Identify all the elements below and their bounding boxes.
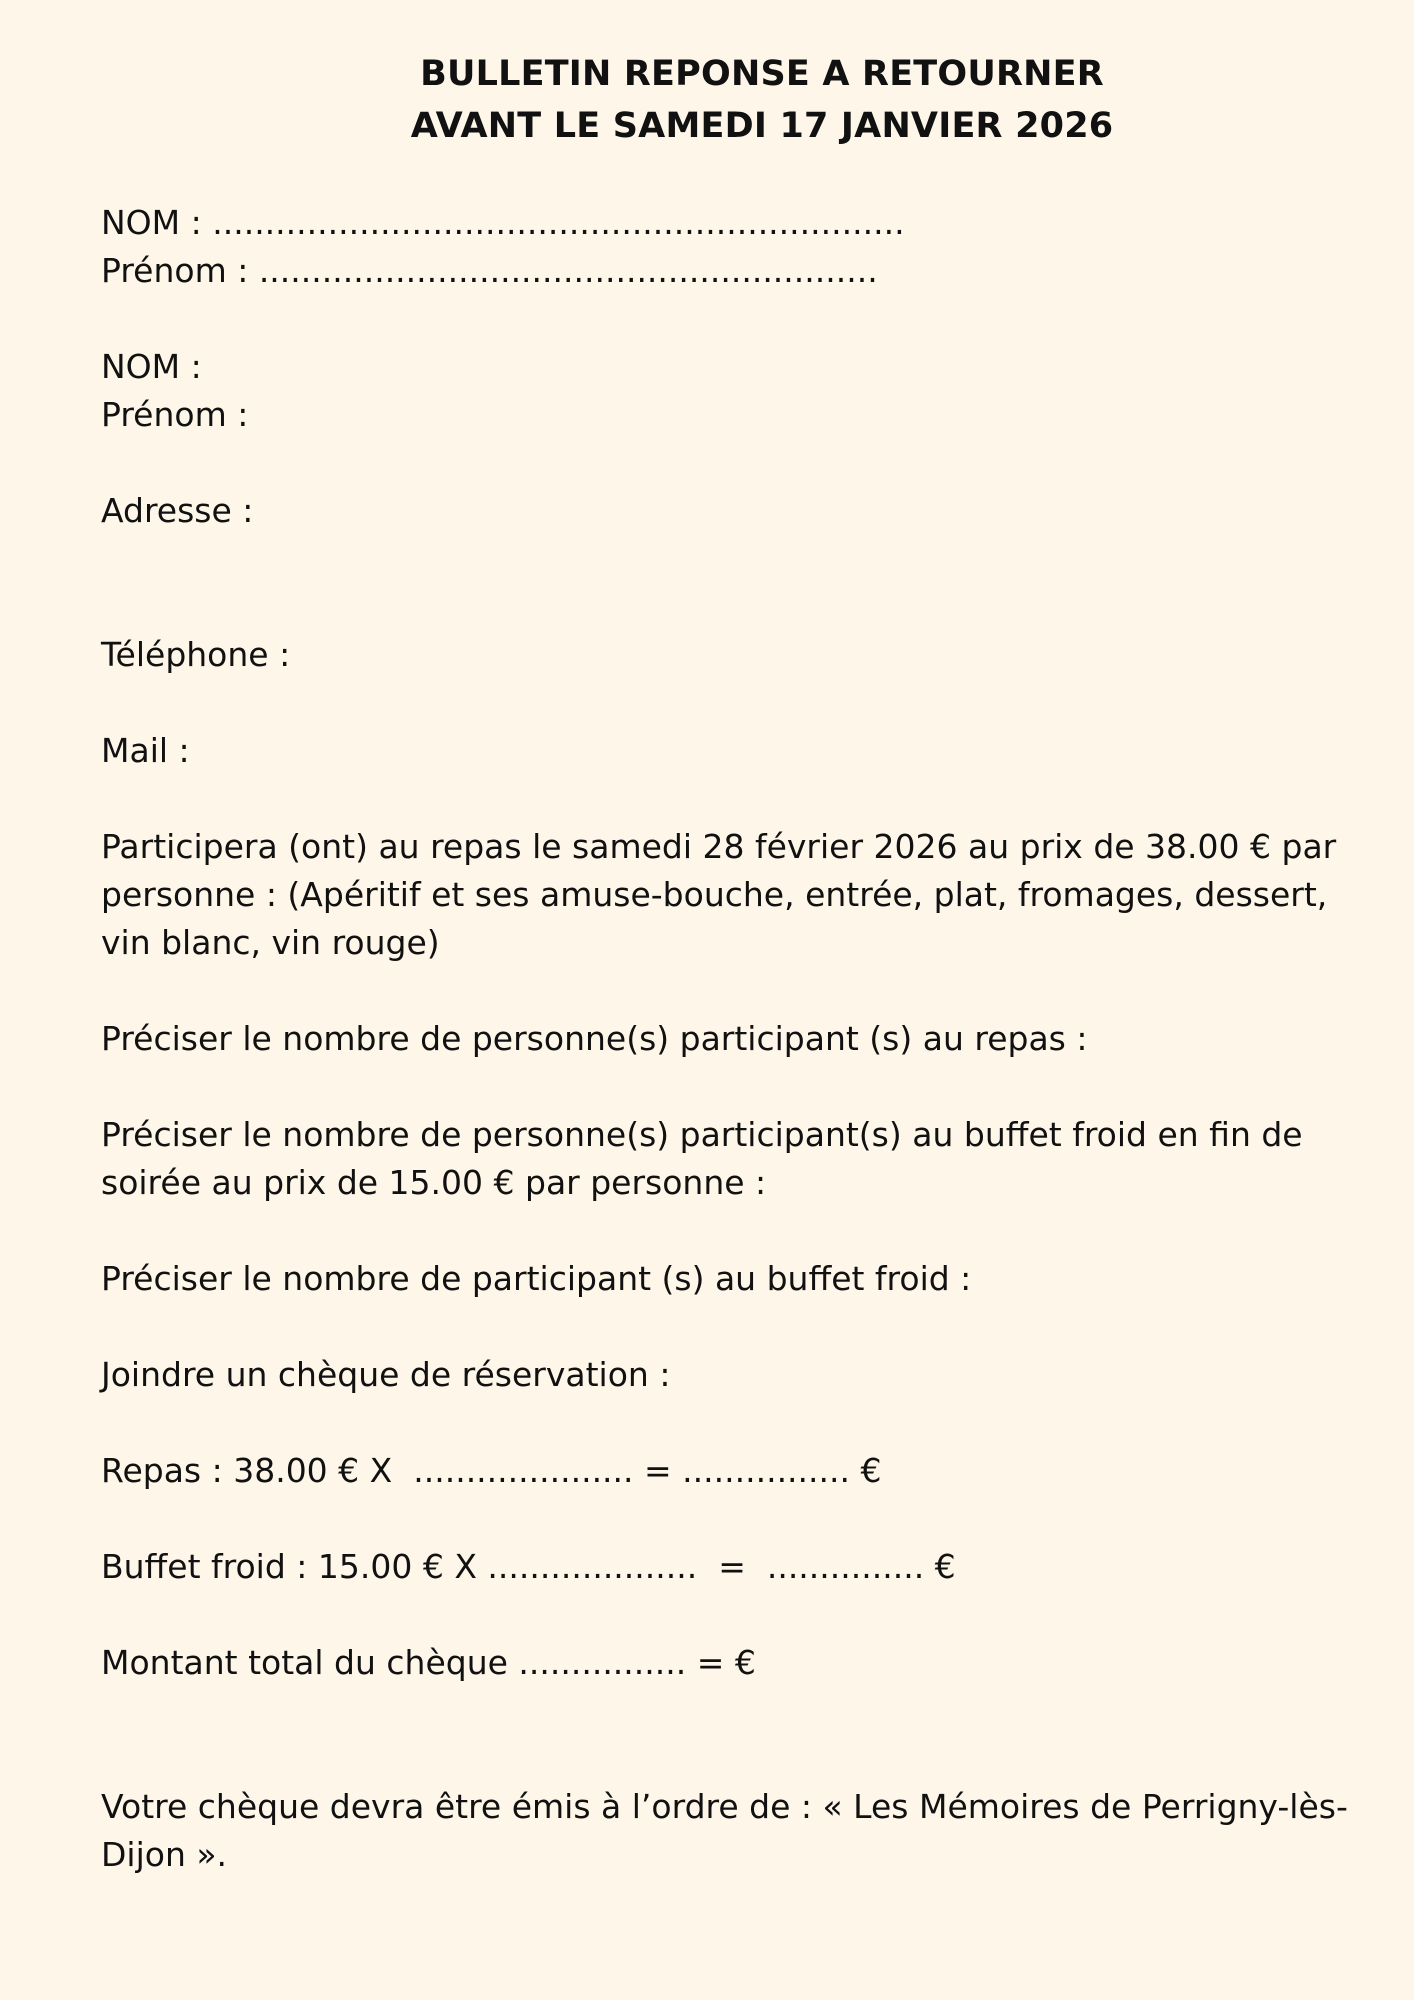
adresse-field: Adresse :	[101, 491, 254, 530]
total-cheque: Montant total du chèque ................ = €	[101, 1643, 756, 1682]
title-line-1: BULLETIN REPONSE A RETOURNER	[420, 54, 1104, 94]
nombre-repas-text: Préciser le nombre de personne(s) participant (s) au repas :	[101, 1019, 1088, 1058]
participants-buffet-text: Préciser le nombre de participant (s) au buffet froid :	[101, 1259, 972, 1298]
participation-text: Participera (ont) au repas le samedi 28 février 2026 au prix de 38.00 € par personne : (Apéritif et ses amuse-bouche, entrée, plat, fromages, dessert, vin blanc, vin rouge)	[101, 827, 1337, 962]
telephone-field: Téléphone :	[101, 635, 291, 674]
nombre-buffet-text: Préciser le nombre de personne(s) participant(s) au buffet froid en fin de soirée au prix de 15.00 € par personne :	[101, 1115, 1303, 1202]
nom-field-1: NOM : ..................................................................	[101, 203, 905, 242]
repas-calculation: Repas : 38.00 € X ..................... = ................ €	[101, 1451, 882, 1490]
cheque-ordre-text: Votre chèque devra être émis à l’ordre de : « Les Mémoires de Perrigny-lès-Dijon ».	[101, 1787, 1348, 1874]
mail-field: Mail :	[101, 731, 190, 770]
buffet-calculation: Buffet froid : 15.00 € X .................... = ............... €	[101, 1547, 956, 1586]
prenom-field-1: Prénom : ...........................................................	[101, 251, 878, 290]
form-title	[0, 48, 1414, 152]
title-line-2: AVANT LE SAMEDI 17 JANVIER 2026	[410, 106, 1114, 146]
joindre-cheque-text: Joindre un chèque de réservation :	[101, 1355, 671, 1394]
prenom-field-2: Prénom :	[101, 395, 249, 434]
nom-field-2: NOM :	[101, 347, 202, 386]
